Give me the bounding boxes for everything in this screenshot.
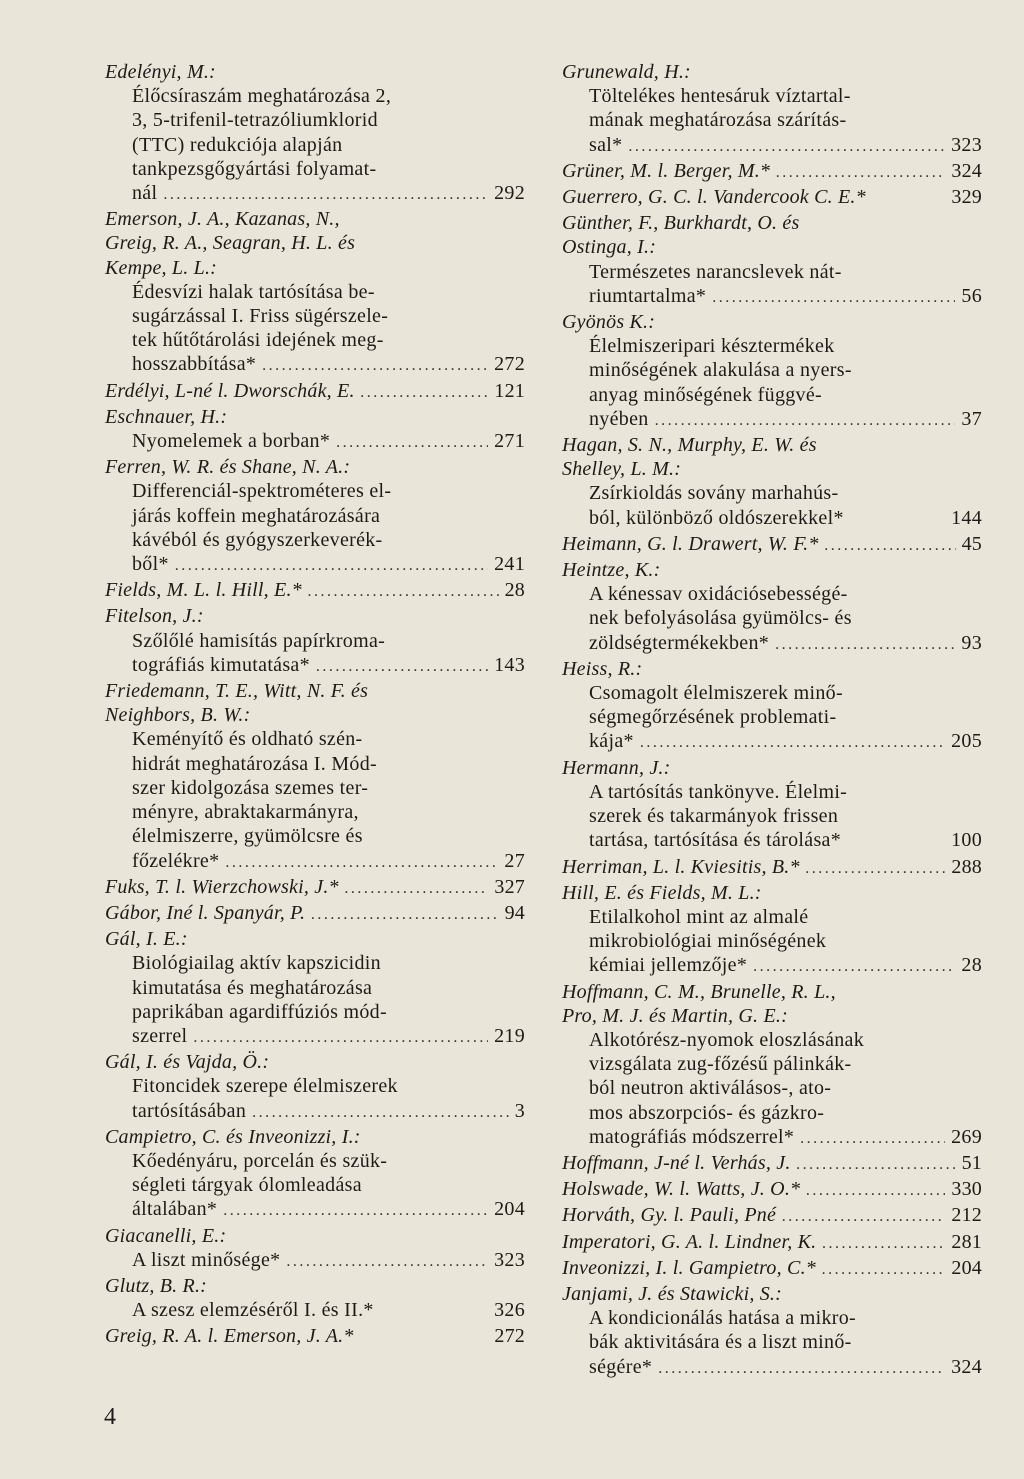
page-reference: 3 — [514, 1099, 525, 1122]
leader-dots — [262, 354, 488, 378]
page-reference: 281 — [951, 1230, 982, 1253]
author-name: Campietro, C. és Inveonizzi, I.: — [105, 1125, 361, 1148]
entry-title-line: Etilalkohol mint az almalé — [589, 905, 809, 928]
index-line-with-page — [105, 1197, 525, 1223]
index-line-with-page — [562, 855, 982, 881]
entry-title-line: ból neutron aktiválásos-, ato- — [589, 1077, 832, 1100]
index-entry — [562, 211, 982, 310]
page-reference: 143 — [494, 653, 525, 676]
index-entry — [562, 558, 982, 657]
leader-dots — [806, 1179, 945, 1203]
entry-title-line: Alkotórész-nyomok eloszlásának — [589, 1028, 865, 1051]
entry-text: ből* — [132, 553, 169, 576]
index-entry — [562, 159, 982, 185]
entry-title-line: tankpezsgőgyártási folyamat- — [132, 157, 377, 180]
entry-title-line: A tartósítás tankönyve. Élelmi- — [589, 780, 848, 803]
entry-text: tartása, tartósítása és tárolása* — [589, 829, 842, 852]
entry-title-line: szer kidolgozása szemes ter- — [132, 776, 369, 799]
entry-title-line: ségmegőrzésének problemati- — [589, 706, 837, 729]
index-entry — [562, 1177, 982, 1203]
entry-title-line: Természetes narancslevek nát- — [589, 260, 842, 283]
entry-text: Guerrero, G. C. l. Vandercook C. E.* — [562, 186, 866, 209]
entry-title-line: sugárzással I. Friss sügérszele- — [132, 305, 389, 328]
author-name: Eschnauer, H.: — [105, 405, 228, 428]
leader-dots — [782, 1205, 945, 1229]
author-name: Fitelson, J.: — [105, 605, 204, 628]
page-reference: 28 — [504, 579, 525, 602]
entry-text: általában* — [132, 1198, 218, 1221]
author-name: Ostinga, I.: — [562, 236, 657, 259]
leader-dots — [175, 554, 488, 578]
page-reference: 94 — [504, 901, 525, 924]
entry-title-line: hidrát meghatározása I. Mód- — [132, 752, 377, 775]
leader-dots — [193, 1026, 488, 1050]
index-entry — [105, 927, 525, 1050]
index-line-with-page — [105, 875, 525, 901]
leader-dots — [311, 903, 498, 927]
entry-title-line: Differenciál-spektrométeres el- — [132, 480, 392, 503]
index-entry — [105, 455, 525, 578]
leader-dots — [308, 580, 499, 604]
entry-title-line: paprikában agardiffúziós mód- — [132, 1000, 387, 1023]
index-entry — [105, 1224, 525, 1274]
index-entry — [562, 980, 982, 1151]
entry-title-line: anyag minőségének függvé- — [589, 383, 822, 406]
page-reference: 323 — [951, 133, 982, 156]
entry-text: nyében — [589, 407, 649, 430]
page-reference: 121 — [494, 379, 525, 402]
entry-title-line: (TTC) redukciója alapján — [132, 133, 343, 156]
author-name: Kempe, L. L.: — [105, 256, 218, 279]
entry-text: matográfiás módszerrel* — [589, 1125, 795, 1148]
index-line-with-page — [105, 552, 525, 578]
entry-title-line: 3, 5-trifenil-tetrazóliumklorid — [132, 109, 378, 132]
index-entry — [105, 379, 525, 405]
index-line-with-page — [105, 901, 525, 927]
author-name: Emerson, J. A., Kazanas, N., — [105, 208, 340, 231]
index-entry — [562, 185, 982, 211]
page-reference: 144 — [951, 506, 982, 529]
entry-title-line: ményre, abraktakarmányra, — [132, 801, 359, 824]
page-reference: 37 — [961, 407, 982, 430]
index-line-with-page — [105, 653, 525, 679]
page-reference: 326 — [494, 1299, 525, 1322]
index-entry — [105, 679, 525, 875]
page-reference: 330 — [951, 1178, 982, 1201]
index-entry — [105, 207, 525, 378]
leader-dots — [655, 409, 956, 433]
leader-dots — [286, 1250, 488, 1274]
entry-title-line: Édesvízi halak tartósítása be- — [132, 280, 375, 303]
entry-text: nál — [132, 182, 158, 205]
index-entry — [105, 604, 525, 679]
author-name: Greig, R. A., Seagran, H. L. és — [105, 232, 356, 255]
entry-title-line: mikrobiológiai minőségének — [589, 930, 827, 953]
leader-dots — [800, 1127, 945, 1151]
leader-dots — [775, 633, 955, 657]
index-line-with-page — [105, 1298, 525, 1324]
index-line-with-page — [562, 506, 982, 532]
page-reference: 204 — [951, 1256, 982, 1279]
leader-dots — [336, 431, 488, 455]
leader-dots — [806, 857, 946, 881]
author-name: Heiss, R.: — [562, 657, 643, 680]
entry-text: Horváth, Gy. l. Pauli, Pné — [562, 1204, 777, 1227]
entry-title-line: Zsírkioldás sovány marhahús- — [589, 482, 839, 505]
author-name: Glutz, B. R.: — [105, 1274, 208, 1297]
page-reference: 45 — [961, 532, 982, 555]
index-line-with-page — [562, 953, 982, 979]
entry-text: Herriman, L. l. Kviesitis, B.* — [562, 855, 800, 878]
index-entry — [562, 1203, 982, 1229]
index-entry — [562, 532, 982, 558]
author-name: Ferren, W. R. és Shane, N. A.: — [105, 456, 351, 479]
index-entry — [562, 657, 982, 756]
index-line-with-page — [105, 578, 525, 604]
entry-title-line: minőségének alakulása a nyers- — [589, 359, 852, 382]
index-line-with-page — [562, 1177, 982, 1203]
page-reference: 272 — [494, 353, 525, 376]
entry-text: Fuks, T. l. Wierzchowski, J.* — [105, 875, 339, 898]
index-line-with-page — [562, 133, 982, 159]
author-name: Gyönös K.: — [562, 311, 656, 334]
page-reference: 292 — [494, 182, 525, 205]
author-name: Edelényi, M.: — [105, 61, 216, 83]
index-entry — [105, 875, 525, 901]
author-name: Heintze, K.: — [562, 559, 661, 582]
page-reference: 329 — [951, 186, 982, 209]
leader-dots — [628, 135, 945, 159]
index-line-with-page — [105, 849, 525, 875]
index-line-with-page — [562, 185, 982, 211]
entry-text: kémiai jellemzője* — [589, 954, 748, 977]
index-entry — [105, 1274, 525, 1324]
entry-text: Holswade, W. l. Watts, J. O.* — [562, 1178, 801, 1201]
index-line-with-page — [562, 1203, 982, 1229]
entry-text: Nyomelemek a borban* — [132, 430, 331, 453]
author-name: Günther, F., Burkhardt, O. és — [562, 212, 800, 235]
index-entry — [105, 1050, 525, 1125]
index-line-with-page — [562, 1256, 982, 1282]
entry-text: ségére* — [589, 1355, 653, 1378]
entry-title-line: Töltelékes hentesáruk víztartal- — [589, 85, 851, 108]
entry-text: hosszabbítása* — [132, 353, 257, 376]
index-entry — [562, 1151, 982, 1177]
leader-dots — [640, 731, 945, 755]
page-reference: 219 — [494, 1024, 525, 1047]
page-reference: 93 — [961, 631, 982, 654]
author-name: Hill, E. és Fields, M. L.: — [562, 881, 762, 904]
author-name: Grunewald, H.: — [562, 61, 691, 83]
page-reference: 205 — [951, 730, 982, 753]
entry-text: tartósításában — [132, 1099, 247, 1122]
author-name: Neighbors, B. W.: — [105, 704, 251, 727]
leader-dots — [225, 851, 498, 875]
page-reference: 324 — [951, 159, 982, 182]
entry-text: Fields, M. L. l. Hill, E.* — [105, 579, 302, 602]
index-entry — [562, 1230, 982, 1256]
page-reference: 288 — [951, 855, 982, 878]
index-line-with-page — [562, 532, 982, 558]
entry-text: A szesz elemzéséről I. és II.* — [132, 1299, 374, 1322]
entry-text: zöldségtermékekben* — [589, 631, 770, 654]
entry-text: Inveonizzi, I. l. Gampietro, C.* — [562, 1256, 816, 1279]
index-column-right — [562, 60, 982, 1381]
entry-text: Imperatori, G. A. l. Lindner, K. — [562, 1230, 817, 1253]
page-reference: 27 — [504, 849, 525, 872]
leader-dots — [822, 1232, 945, 1256]
index-entry — [105, 1324, 525, 1350]
index-entry — [105, 578, 525, 604]
page-reference: 327 — [494, 875, 525, 898]
index-entry — [105, 901, 525, 927]
index-entry — [105, 60, 525, 207]
index-line-with-page — [562, 1355, 982, 1381]
leader-dots — [163, 183, 488, 207]
entry-title-line: A kondicionálás hatása a mikro- — [589, 1307, 857, 1330]
page-reference: 272 — [494, 1325, 525, 1348]
entry-text: Erdélyi, L-né l. Dworschák, E. — [105, 379, 355, 402]
entry-title-line: kimutatása és meghatározása — [132, 976, 373, 999]
author-name: Hermann, J.: — [562, 756, 671, 779]
index-line-with-page — [562, 159, 982, 185]
index-line-with-page — [562, 1125, 982, 1151]
page-reference: 28 — [961, 954, 982, 977]
entry-title-line: tek hűtőtárolási idejének meg- — [132, 329, 384, 352]
index-entry — [562, 1256, 982, 1282]
entry-title-line: bák aktivitására és a liszt minő- — [589, 1331, 852, 1354]
leader-dots — [316, 655, 488, 679]
index-entry — [562, 855, 982, 881]
entry-title-line: vizsgálata zug-főzésű pálinkák- — [589, 1053, 852, 1076]
index-entry — [562, 1282, 982, 1381]
page-reference: 269 — [951, 1125, 982, 1148]
index-column-left — [105, 60, 525, 1351]
index-line-with-page — [105, 1099, 525, 1125]
index-entry — [562, 310, 982, 433]
entry-title-line: Szőlőlé hamisítás papírkroma- — [132, 629, 386, 652]
entry-text: Grüner, M. l. Berger, M.* — [562, 159, 771, 182]
entry-title-line: Kőedényáru, porcelán és szük- — [132, 1149, 388, 1172]
entry-text: Heimann, G. l. Drawert, W. F.* — [562, 532, 819, 555]
index-line-with-page — [562, 407, 982, 433]
index-line-with-page — [105, 352, 525, 378]
leader-dots — [797, 1153, 956, 1177]
author-name: Pro, M. J. és Martin, G. E.: — [562, 1004, 788, 1027]
page-reference: 56 — [961, 284, 982, 307]
leader-dots — [825, 534, 956, 558]
entry-title-line: Biológiailag aktív kapszicidin — [132, 952, 381, 975]
entry-text: Greig, R. A. l. Emerson, J. A.* — [105, 1325, 354, 1348]
entry-title-line: Élelmiszeripari késztermékek — [589, 335, 835, 358]
index-line-with-page — [105, 1324, 525, 1350]
author-name: Hoffmann, C. M., Brunelle, R. L., — [562, 980, 836, 1003]
page-reference: 241 — [494, 553, 525, 576]
leader-dots — [361, 381, 489, 405]
author-name: Gál, I. és Vajda, Ö.: — [105, 1051, 270, 1074]
entry-text: sal* — [589, 133, 623, 156]
entry-title-line: élelmiszerre, gyümölcsre és — [132, 825, 363, 848]
page-reference: 100 — [951, 829, 982, 852]
entry-title-line: nek befolyásolása gyümölcs- és — [589, 607, 852, 630]
page-reference: 51 — [961, 1151, 982, 1174]
index-line-with-page — [105, 1024, 525, 1050]
leader-dots — [658, 1357, 945, 1381]
index-entry — [562, 60, 982, 159]
index-entry — [562, 756, 982, 855]
leader-dots — [776, 161, 945, 185]
index-entry — [105, 405, 525, 455]
entry-text: tográfiás kimutatása* — [132, 653, 310, 676]
entry-text: Gábor, Iné l. Spanyár, P. — [105, 901, 306, 924]
index-entry — [562, 433, 982, 532]
entry-text: kája* — [589, 730, 634, 753]
author-name: Giacanelli, E.: — [105, 1224, 227, 1247]
entry-title-line: kávéból és gyógyszerkeverék- — [132, 528, 383, 551]
entry-title-line: ségleti tárgyak ólomleadása — [132, 1174, 362, 1197]
leader-dots — [345, 877, 489, 901]
entry-text: főzelékre* — [132, 849, 220, 872]
entry-title-line: járás koffein meghatározására — [132, 504, 381, 527]
leader-dots — [712, 286, 955, 310]
page-reference: 271 — [494, 430, 525, 453]
author-name: Friedemann, T. E., Witt, N. F. és — [105, 680, 369, 703]
entry-text: Hoffmann, J-né l. Verhás, J. — [562, 1151, 791, 1174]
index-line-with-page — [562, 1230, 982, 1256]
entry-title-line: Élőcsíraszám meghatározása 2, — [132, 85, 392, 108]
entry-title-line: szerek és takarmányok frissen — [589, 805, 839, 828]
index-line-with-page — [562, 729, 982, 755]
index-line-with-page — [562, 1151, 982, 1177]
index-line-with-page — [562, 631, 982, 657]
index-entry — [562, 881, 982, 980]
leader-dots — [223, 1199, 488, 1223]
entry-text: A liszt minősége* — [132, 1248, 281, 1271]
entry-title-line: mának meghatározása szárítás- — [589, 109, 847, 132]
index-entry — [105, 1125, 525, 1224]
author-name: Hagan, S. N., Murphy, E. W. és — [562, 434, 817, 457]
index-line-with-page — [105, 429, 525, 455]
entry-title-line: mos abszorpciós- és gázkro- — [589, 1101, 825, 1124]
index-line-with-page — [562, 828, 982, 854]
entry-text: szerrel — [132, 1024, 188, 1047]
page-reference: 204 — [494, 1198, 525, 1221]
entry-title-line: Csomagolt élelmiszerek minő- — [589, 682, 843, 705]
page-reference: 212 — [951, 1204, 982, 1227]
index-line-with-page — [105, 181, 525, 207]
leader-dots — [753, 955, 955, 979]
author-name: Gál, I. E.: — [105, 928, 188, 951]
index-line-with-page — [562, 284, 982, 310]
entry-text: riumtartalma* — [589, 284, 707, 307]
index-line-with-page — [105, 1248, 525, 1274]
page-reference: 324 — [951, 1355, 982, 1378]
entry-title-line: A kénessav oxidációsebességé- — [589, 583, 848, 606]
page-number: 4 — [104, 1404, 116, 1430]
entry-text: ból, különböző oldószerekkel* — [589, 506, 844, 529]
page-reference: 323 — [494, 1248, 525, 1271]
author-name: Shelley, L. M.: — [562, 458, 682, 481]
entry-title-line: Fitoncidek szerepe élelmiszerek — [132, 1075, 398, 1098]
entry-title-line: Keményítő és oldható szén- — [132, 728, 363, 751]
leader-dots — [822, 1258, 945, 1282]
index-line-with-page — [105, 379, 525, 405]
author-name: Janjami, J. és Stawicki, S.: — [562, 1282, 782, 1305]
leader-dots — [252, 1101, 509, 1125]
